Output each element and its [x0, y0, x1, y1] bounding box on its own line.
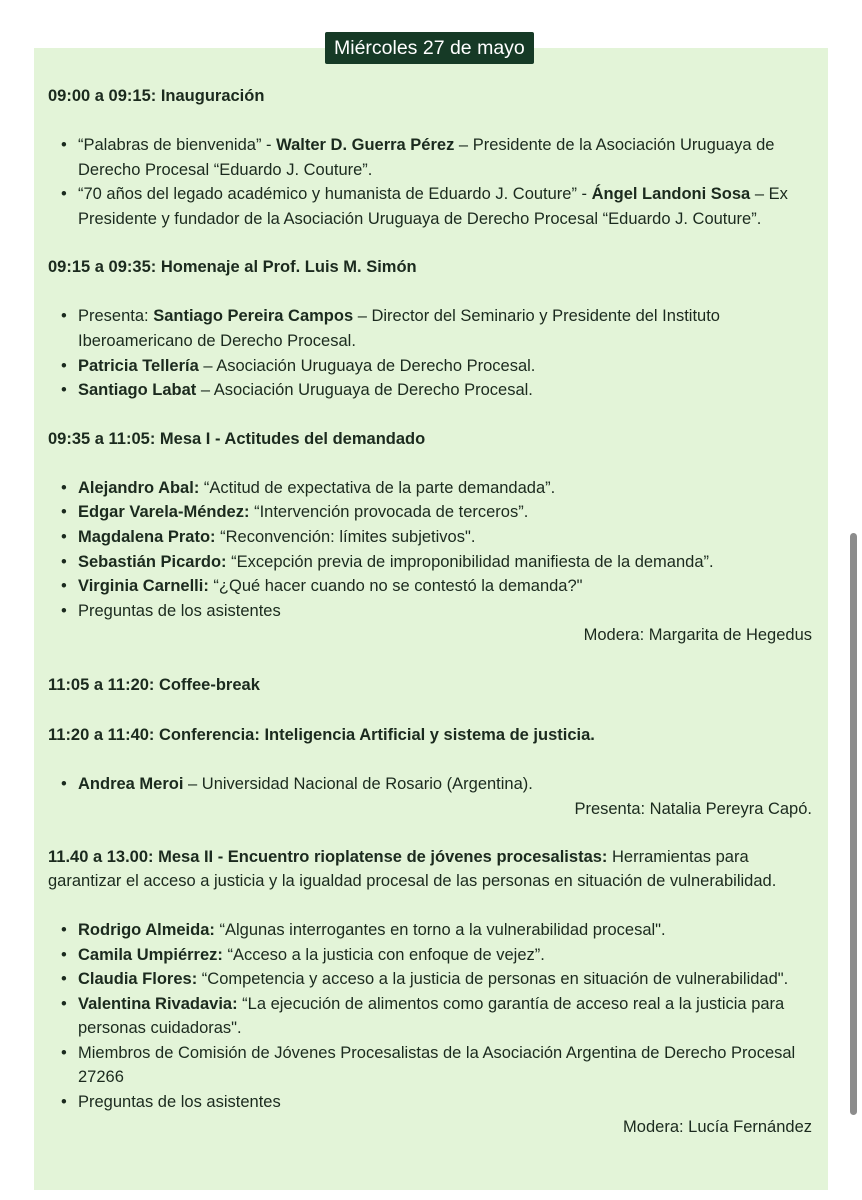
session-items: [48, 304, 818, 402]
list-item: • Santiago Labat – Asociación Uruguaya de Derecho Procesal.: [48, 378, 818, 403]
list-item: • Preguntas de los asistentes: [48, 1090, 818, 1115]
session-items: [48, 133, 818, 231]
session-items: [48, 476, 818, 624]
list-item: • Miembros de Comisión de Jóvenes Procesalistas de la Asociación Argentina de Derecho Procesal 27266: [48, 1041, 818, 1090]
session-title: 09:00 a 09:15: Inauguración: [48, 87, 265, 105]
session-title: 09:35 a 11:05: Mesa I - Actitudes del demandado: [48, 429, 426, 448]
schedule-content: [48, 84, 818, 1139]
list-item: • Valentina Rivadavia: “La ejecución de alimentos como garantía de acceso real a la justicia para personas cuidadoras".: [48, 992, 818, 1041]
list-item: • Rodrigo Almeida: “Algunas interrogantes en torno a la vulnerabilidad procesal".: [48, 918, 818, 943]
session-title: 11:05 a 11:20: Coffee-break: [48, 676, 260, 695]
list-item: • Magdalena Prato: “Reconvención: límites subjetivos".: [48, 525, 818, 550]
session-items: [48, 772, 818, 797]
session-coffee-break: [48, 673, 818, 697]
list-item: • Preguntas de los asistentes: [48, 599, 818, 624]
scrollbar-thumb[interactable]: [850, 533, 857, 1115]
list-item: • “70 años del legado académico y humanista de Eduardo J. Couture” - Ángel Landoni Sosa – Ex Presidente y fundador de la Asociación Uruguaya de Derecho Procesal “Eduardo J. Couture”.: [48, 182, 818, 231]
session-title: 09:15 a 09:35: Homenaje al Prof. Luis M. Simón: [48, 258, 417, 277]
list-item: • Claudia Flores: “Competencia y acceso a la justicia de personas en situación de vulnerabilidad".: [48, 967, 818, 992]
session-inauguracion: [48, 84, 818, 231]
list-item: • Sebastián Picardo: “Excepción previa de improponibilidad manifiesta de la demanda”.: [48, 550, 818, 575]
moderator-line: Presenta: Natalia Pereyra Capó.: [574, 799, 812, 818]
session-homenaje: [48, 255, 818, 402]
session-mesa-2: [48, 845, 818, 1139]
list-item: • Camila Umpiérrez: “Acceso a la justicia con enfoque de vejez”.: [48, 943, 818, 968]
list-item: • Andrea Meroi – Universidad Nacional de Rosario (Argentina).: [48, 772, 818, 797]
list-item: • Edgar Varela-Méndez: “Intervención provocada de terceros”.: [48, 500, 818, 525]
moderator-line: Modera: Lucía Fernández: [623, 1117, 812, 1136]
session-title: 11:20 a 11:40: Conferencia: Inteligencia Artificial y sistema de justicia.: [48, 726, 595, 745]
day-badge: Miércoles 27 de mayo: [325, 32, 534, 64]
session-mesa-1: [48, 427, 818, 648]
list-item: • Alejandro Abal: “Actitud de expectativa de la parte demandada”.: [48, 476, 818, 501]
list-item: • Presenta: Santiago Pereira Campos – Director del Seminario y Presidente del Instituto Iberoamericano de Derecho Procesal.: [48, 304, 818, 353]
session-conferencia: [48, 723, 818, 821]
session-items: [48, 918, 818, 1115]
session-title: 11.40 a 13.00: Mesa II - Encuentro rioplatense de jóvenes procesalistas: Herramientas para garantizar el acceso a justicia y la igualdad procesal de las personas en situación de vulnerabilidad.: [48, 847, 777, 890]
moderator-line: Modera: Margarita de Hegedus: [583, 626, 812, 645]
list-item: • Virginia Carnelli: “¿Qué hacer cuando no se contestó la demanda?": [48, 574, 818, 599]
list-item: • “Palabras de bienvenida” - Walter D. Guerra Pérez – Presidente de la Asociación Uruguaya de Derecho Procesal “Eduardo J. Couture”.: [48, 133, 818, 182]
list-item: • Patricia Tellería – Asociación Uruguaya de Derecho Procesal.: [48, 354, 818, 379]
